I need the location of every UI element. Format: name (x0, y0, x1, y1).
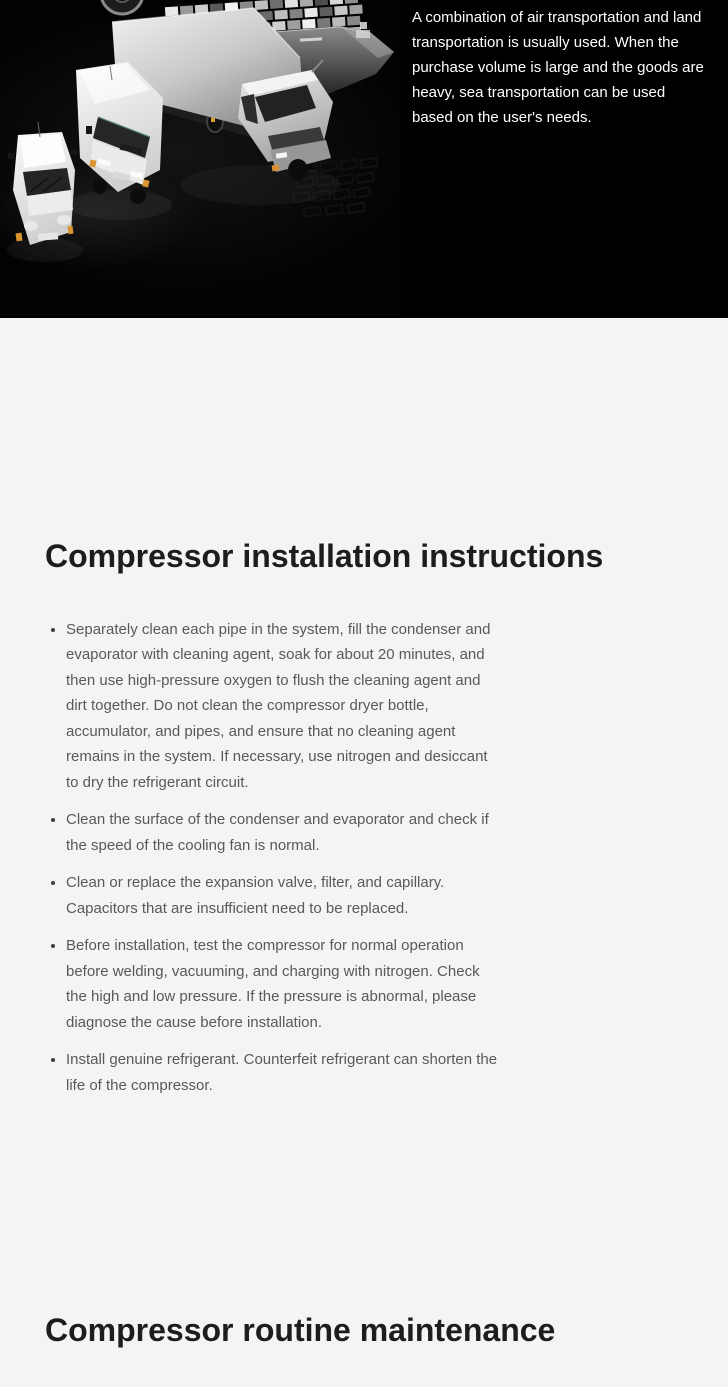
installation-heading: Compressor installation instructions (45, 538, 604, 574)
hero-section (0, 0, 728, 318)
maintenance-heading: Compressor routine maintenance (45, 1312, 556, 1349)
hero-description: A combination of air transportation and land transportation is usually used. When the purchase volume is large and the goods are heavy, sea transportation can be used based on the user's needs. (412, 9, 704, 126)
list-item: • Clean the surface of the condenser and evaporator and check if the speed of the cooling fan is normal. (66, 807, 502, 858)
transport-photo (0, 0, 400, 318)
list-item: • Before installation, test the compressor for normal operation before welding, vacuuming, and charging with nitrogen. Check the high and low pressure. If the pressure is abnormal, please diagnose the cause before installation. (66, 933, 502, 1035)
content-section (0, 318, 728, 1349)
list-item: • Install genuine refrigerant. Counterfeit refrigerant can shorten the life of the compressor. (66, 1047, 502, 1098)
list-item: • Clean or replace the expansion valve, filter, and capillary. Capacitors that are insufficient need to be replaced. (66, 870, 502, 921)
list-item: • Separately clean each pipe in the system, fill the condenser and evaporator with cleaning agent, soak for about 20 minutes, and then use high-pressure oxygen to flush the cleaning agent and dirt together. Do not clean the compressor dryer bottle, accumulator, and pipes, and ensure that no cleaning agent remains in the system. If necessary, use nitrogen and desiccant to dry the refrigerant circuit. (66, 617, 502, 796)
installation-list (45, 617, 502, 1099)
